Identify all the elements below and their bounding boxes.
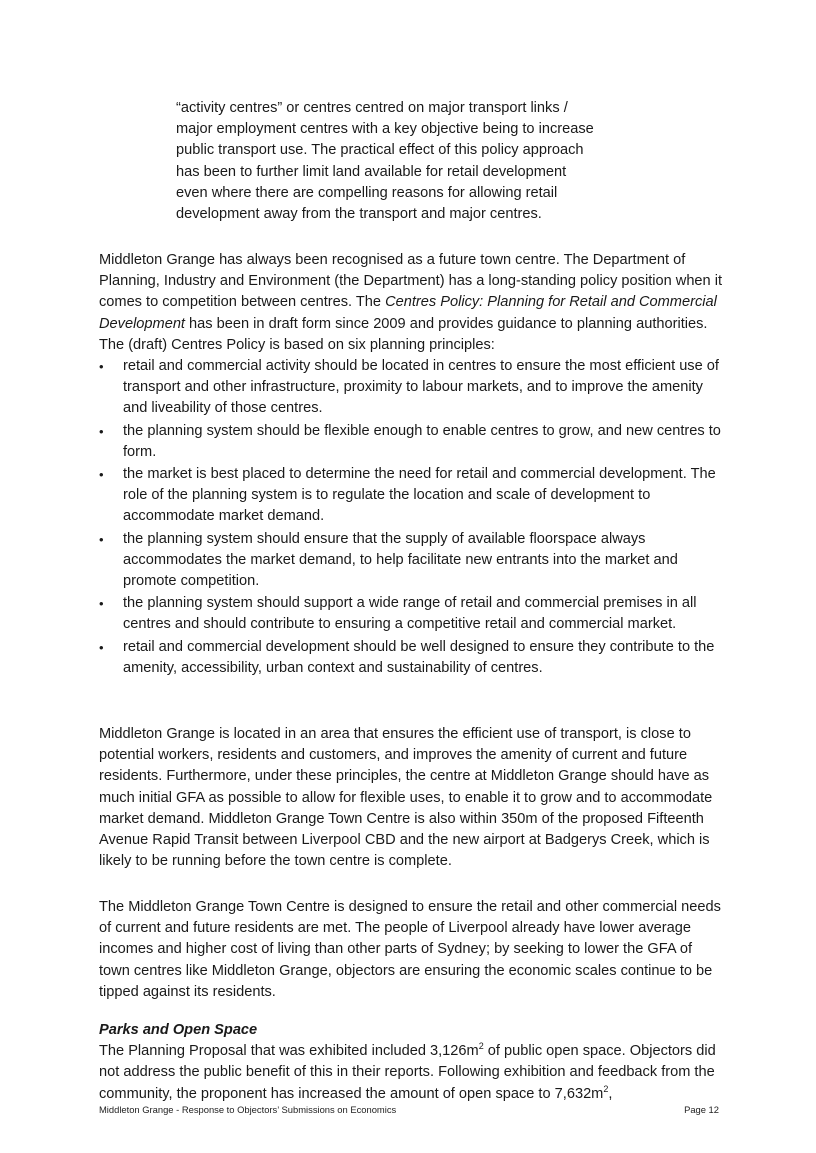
- town-centre-section: [99, 897, 724, 1003]
- list-item-text: the market is best placed to determine the need for retail and commercial development. The role of the planning system is to regulate the location and scale of development to accommodate market demand.: [123, 466, 716, 525]
- quote-line: even where there are compelling reasons for allowing retail: [176, 184, 558, 201]
- list-item: [99, 529, 724, 593]
- list-item-text: the planning system should ensure that the supply of available floorspace always accommodates the market demand, to help facilitate new entrants into the market and promote competition.: [123, 530, 678, 590]
- list-item-text: the planning system should support a wide range of retail and commercial premises in all centres and should contribute to ensuring a competitive retail and commercial market.: [123, 595, 697, 633]
- list-item: [99, 421, 724, 463]
- location-section: [99, 724, 724, 872]
- list-item: [99, 593, 724, 635]
- indented-quote: [176, 98, 626, 225]
- bullet-icon: •: [99, 639, 104, 655]
- quote-line: public transport use. The practical effect of this policy approach: [176, 142, 584, 159]
- parks-paragraph: [99, 1041, 724, 1105]
- parks-section: [99, 1020, 724, 1105]
- quote-line: has been to further limit land available for retail development: [176, 163, 567, 180]
- bullet-icon: •: [99, 467, 104, 483]
- list-item-text: the planning system should be flexible enough to enable centres to grow, and new centres to form.: [123, 422, 721, 460]
- list-item: [99, 356, 724, 420]
- section-heading: Parks and Open Space: [99, 1022, 258, 1038]
- list-item: [99, 637, 724, 679]
- policy-title: Centres Policy: Planning for Retail and Commercial Development: [99, 294, 717, 332]
- list-item-text: retail and commercial development should be well designed to ensure they contribute to the amenity, accessibility, urban context and sustainability of centres.: [123, 638, 715, 676]
- town-centre-paragraph: The Middleton Grange Town Centre is designed to ensure the retail and other commercial needs of current and future residents are met. The people of Liverpool already have lower average incomes and higher cost of living than other parts of Sydney; by seeking to lower the GFA of town centres like Middleton Grange, objectors are ensuring the economic scales continue to be tipped against its residents.: [99, 899, 721, 1000]
- list-item-text: retail and commercial activity should be located in centres to ensure the most efficient use of transport and other infrastructure, proximity to labour markets, and to improve the amenity and liveability of those centres.: [123, 358, 719, 417]
- list-item: [99, 464, 724, 528]
- paragraph-text: Middleton Grange has always been recognised as a future town centre. The Department of Planning, Industry and Environment (the Department) has a long-standing policy position when it comes to competition between centres. The: [99, 252, 723, 311]
- bullet-icon: •: [99, 531, 104, 547]
- bullet-icon: •: [99, 423, 104, 439]
- footer-title: Middleton Grange - Response to Objectors’ Submissions on Economics: [99, 1104, 397, 1115]
- bullet-icon: •: [99, 596, 104, 612]
- location-paragraph: Middleton Grange is located in an area that ensures the efficient use of transport, is close to potential workers, residents and customers, and improves the amenity of current and future residents. Furthermore, under these principles, the centre at Middleton Grange should have as much initial GFA as possible to allow for flexible uses, to enable it to grow and to accommodate market demand. Middleton Grange Town Centre is also within 350m of the proposed Fifteenth Avenue Rapid Transit between Liverpool CBD and the new airport at Badgerys Creek, which is likely to be running before the town centre is complete.: [99, 726, 713, 870]
- planning-principles-list: [99, 356, 724, 679]
- paragraph-text: has been in draft form since 2009 and provides guidance to planning authorities. The (draft) Centres Policy is based on six planning principles:: [99, 315, 708, 353]
- quote-line: major employment centres with a key objective being to increase: [176, 121, 594, 138]
- paragraph-text: The Planning Proposal that was exhibited included 3,126m: [99, 1043, 479, 1060]
- centres-policy-paragraph: [99, 250, 724, 356]
- paragraph-text: of public open space. Objectors did not address the public benefit of this in their reports. Following exhibition and feedback from the community, the proponent has increased the amount of open space to 7,632m: [99, 1043, 716, 1102]
- superscript: 2: [478, 1041, 484, 1052]
- page-number: Page 12: [684, 1104, 719, 1115]
- paragraph-text: ,: [608, 1085, 613, 1102]
- superscript: 2: [603, 1083, 609, 1094]
- centres-policy-section: [99, 250, 724, 680]
- bullet-icon: •: [99, 359, 104, 375]
- quote-line: development away from the transport and major centres.: [176, 206, 542, 223]
- quote-line: “activity centres” or centres centred on major transport links /: [176, 100, 568, 116]
